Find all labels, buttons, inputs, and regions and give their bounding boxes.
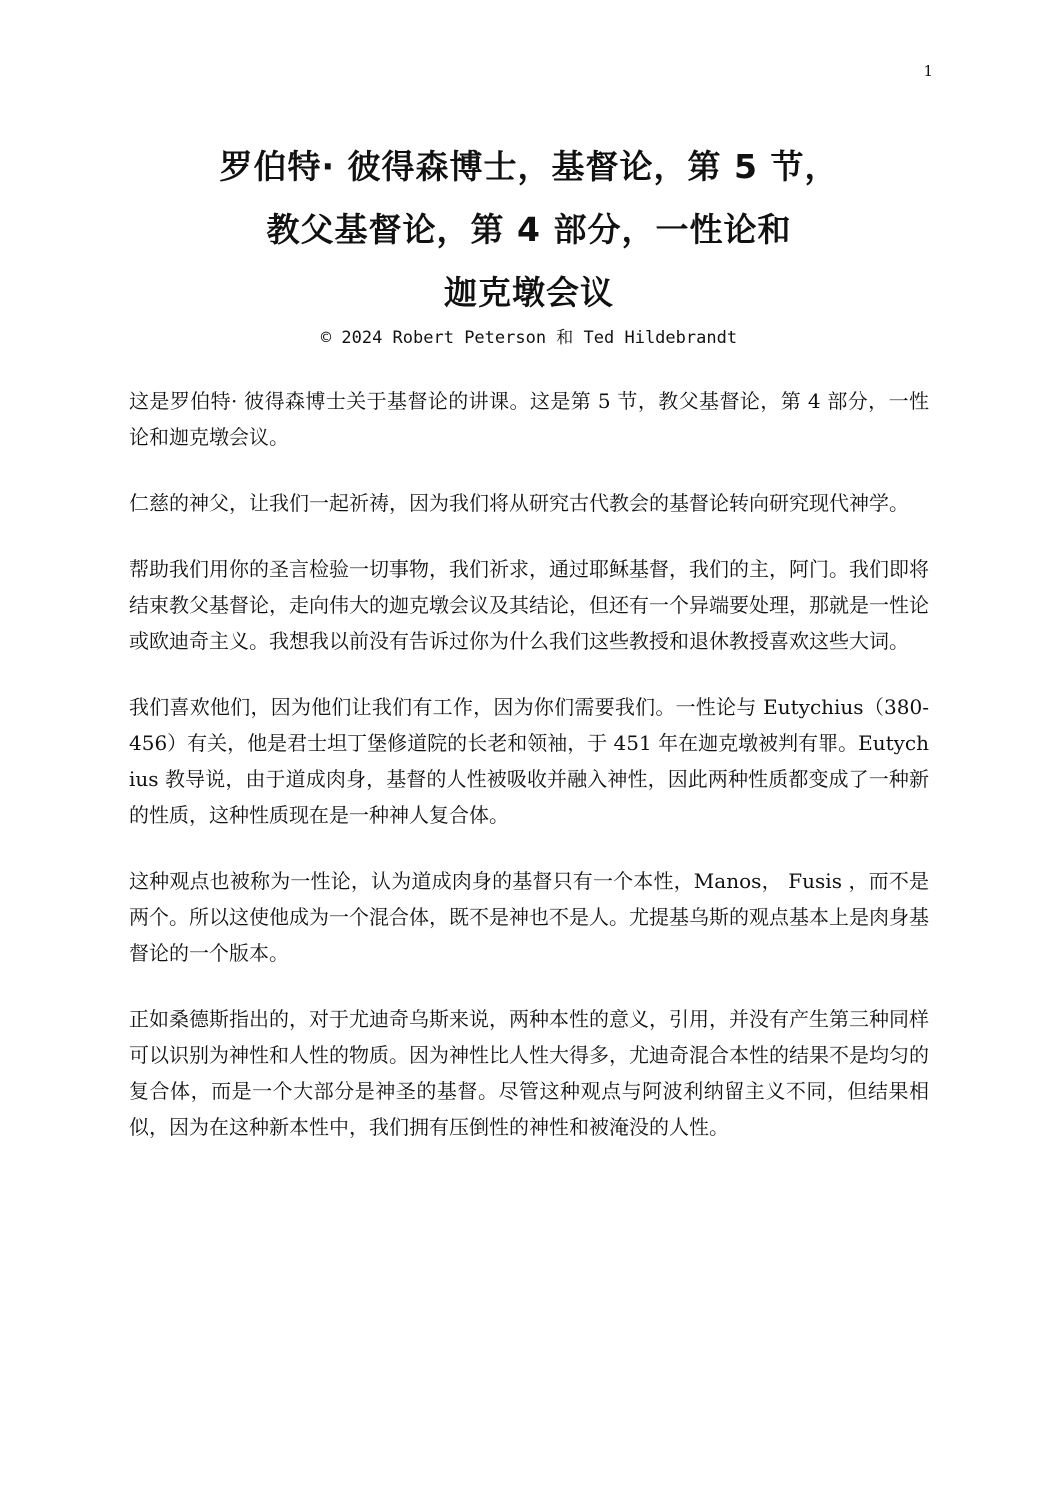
paragraph-sanders: 正如桑德斯指出的，对于尤迪奇乌斯来说，两种本性的意义，引用，并没有产生第三种同样可以识别为神性和人性的物质。因为神性比人性大得多，尤迪奇混合本性的结果不是均匀的复合体，而是一个大部分是神圣的基督。尽管这种观点与阿波利纳留主义不同，但结果相似，因为在这种新本性中，我们拥有压倒性的神性和被淹没的人性。 — [129, 1007, 929, 1139]
paragraph-heresy: 帮助我们用你的圣言检验一切事物，我们祈求，通过耶稣基督，我们的主，阿门。我们即将结束教父基督论，走向伟大的迦克墩会议及其结论，但还有一个异端要处理，那就是一性论或欧迪奇主义。我想我以前没有告诉过你为什么我们这些教授和退休教授喜欢这些大词。 — [129, 557, 929, 653]
body-text — [129, 383, 929, 1175]
document-title — [90, 135, 968, 324]
copyright-line: © 2024 Robert Peterson 和 Ted Hildebrandt — [320, 328, 738, 348]
title-line-1: 罗伯特· 彼得森博士，基督论，第 5 节， — [219, 147, 839, 186]
paragraph-intro: 这是罗伯特· 彼得森博士关于基督论的讲课。这是第 5 节，教父基督论，第 4 部分，一性论和迦克墩会议。 — [129, 389, 929, 449]
paragraph-prayer: 仁慈的神父，让我们一起祈祷，因为我们将从研究古代教会的基督论转向研究现代神学。 — [129, 491, 909, 515]
title-line-3: 迦克墩会议 — [444, 273, 614, 312]
paragraph-eutychius: 我们喜欢他们，因为他们让我们有工作，因为你们需要我们。一性论与 Eutychius（380-456）有关，他是君士坦丁堡修道院的长老和领袖，于 451 年在迦克墩被判有罪。Eutychius 教导说，由于道成肉身，基督的人性被吸收并融入神性，因此两种性质都变成了一种新的性质，这种性质现在是一种神人复合体。 — [129, 695, 929, 827]
title-line-2: 教父基督论，第 4 部分，一性论和 — [266, 210, 792, 249]
page-number: 1 — [923, 62, 933, 80]
paragraph-one-nature: 这种观点也被称为一性论，认为道成肉身的基督只有一个本性，Manos， Fusis ，而不是两个。所以这使他成为一个混合体，既不是神也不是人。尤提基乌斯的观点基本上是肉身基督论的一个版本。 — [129, 869, 929, 965]
